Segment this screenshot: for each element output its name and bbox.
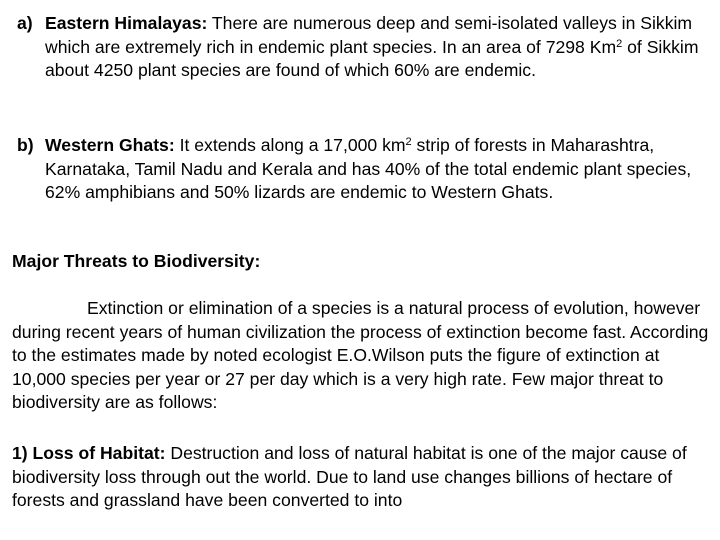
list-marker: a) [17,13,33,33]
list-item-text-continued: of Sikkim about 4250 plant species are found of which 60% are endemic. [45,36,699,80]
section-heading: Major Threats to Biodiversity: [12,251,261,271]
list-item-eastern-himalayas [17,12,707,83]
habitat-text: Destruction and loss of natural habitat is one of the major cause of biodiversity loss through out the world. Due to land use changes billions of hectare of forests and grassland have been converted to into [12,443,687,510]
superscript: 2 [616,37,623,50]
threats-paragraph [12,297,712,415]
list-item-body [45,12,707,83]
superscript: 2 [405,136,412,148]
list-item-text: There are numerous deep and semi-isolated valleys in Sikkim which are extremely rich in endemic plant species. In an area of 7298 Km [45,13,693,57]
habitat-term: 1) Loss of Habitat: [12,443,166,463]
list-item-text: It extends along a 17,000 km [174,135,406,155]
habitat-paragraph [12,442,712,513]
list-marker: b) [17,135,34,155]
list-item-body [45,134,707,205]
list-item-term: Eastern Himalayas: [45,13,208,33]
list-item-western-ghats [17,134,707,205]
list-item-term: Western Ghats: [45,135,175,155]
threats-paragraph-text: Extinction or elimination of a species is a natural process of evolution, however during recent years of human civilization the process of extinction become fast. According to the estimates made by noted ecologist E.O.Wilson puts the figure of extinction at 10,000 species per year or 27 per day which is a very high rate. Few major threat to biodiversity are as follows: [12,298,709,412]
list-item-text-continued: strip of forests in Maharashtra, Karnataka, Tamil Nadu and Kerala and has 40% of the total endemic plant species, 62% amphibians and 50% lizards are endemic to Western Ghats. [45,135,692,202]
